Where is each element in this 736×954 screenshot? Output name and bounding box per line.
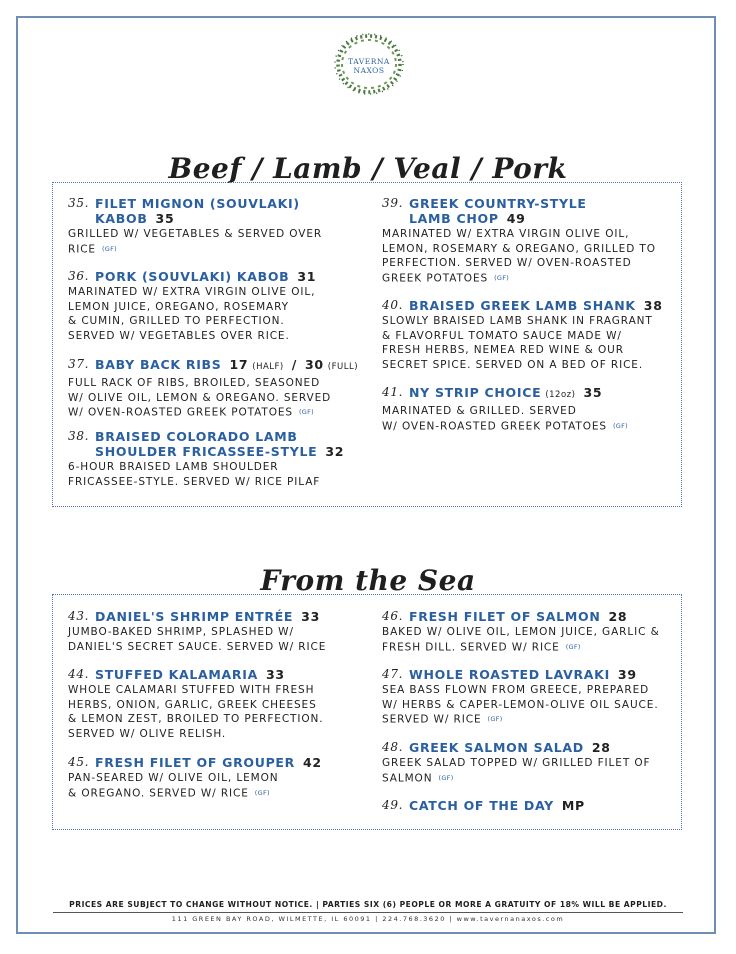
item-price: 35 — [155, 211, 175, 226]
footer-address: 111 GREEN BAY ROAD, WILMETTE, IL 60091 | 224.768.3620 | www.tavernanaxos.com — [171, 915, 565, 923]
item-name: BABY BACK RIBS — [95, 357, 222, 372]
gluten-free-tag: (GF) — [298, 408, 315, 416]
item-name-wrap — [409, 740, 677, 755]
price-separator: / — [291, 357, 297, 372]
menu-item — [382, 798, 677, 813]
footer-notice: PRICES ARE SUBJECT TO CHANGE WITHOUT NOTICE. | PARTIES SIX (6) PEOPLE OR MORE A GRATUITY OF 18% WILL BE APPLIED. — [69, 900, 667, 909]
menu-item — [382, 298, 677, 372]
item-price: 28 — [608, 609, 628, 624]
item-description — [68, 376, 358, 420]
section-title-sea: From the Sea — [260, 564, 476, 597]
item-number: 41. — [382, 385, 404, 399]
item-name-wrap — [95, 755, 358, 770]
menu-item-heading — [68, 667, 358, 682]
description-line: RICE (GF) — [68, 242, 118, 255]
item-name-continued: KABOB — [95, 211, 148, 226]
menu-item — [382, 196, 677, 285]
description-line: & FLAVORFUL TOMATO SAUCE MADE W/ — [382, 329, 622, 342]
logo-text-line2: NAXOS — [353, 66, 385, 75]
description-line: FRICASSEE-STYLE. SERVED W/ RICE PILAF — [68, 475, 321, 488]
item-name-line — [95, 429, 358, 444]
item-description — [68, 227, 358, 256]
item-name: BRAISED GREEK LAMB SHANK — [409, 298, 636, 313]
item-price: 38 — [643, 298, 663, 313]
item-price: 42 — [303, 755, 322, 770]
item-name-line — [409, 385, 677, 403]
description-line: MARINATED W/ EXTRA VIRGIN OLIVE OIL, — [68, 286, 316, 298]
menu-item — [68, 429, 358, 489]
item-name-continued: SHOULDER FRICASSEE-STYLE — [95, 444, 318, 459]
item-price: MP — [561, 798, 585, 813]
description-line: GREEK POTATOES (GF) — [382, 271, 510, 284]
item-name-wrap — [409, 298, 677, 313]
item-number: 43. — [68, 609, 90, 623]
item-price: 49 — [506, 211, 526, 226]
description-line: DANIEL'S SECRET SAUCE. SERVED W/ RICE — [68, 640, 327, 653]
item-name-line — [409, 740, 677, 755]
item-description — [382, 227, 677, 285]
menu-item-heading — [68, 357, 358, 375]
item-description — [382, 683, 677, 727]
item-name: FRESH FILET OF GROUPER — [95, 755, 295, 770]
item-price: 39 — [617, 667, 637, 682]
menu-item-heading — [382, 667, 677, 682]
description-line: JUMBO-BAKED SHRIMP, SPLASHED W/ — [68, 626, 294, 638]
item-name-wrap — [95, 429, 358, 459]
item-name-line — [95, 269, 358, 284]
item-description — [382, 756, 677, 785]
description-line: MARINATED W/ EXTRA VIRGIN OLIVE OIL, — [382, 228, 630, 240]
menu-item — [382, 609, 677, 654]
item-name: WHOLE ROASTED LAVRAKI — [409, 667, 610, 682]
item-name-continued: LAMB CHOP — [409, 211, 499, 226]
section-title-beef: Beef / Lamb / Veal / Pork — [168, 152, 568, 185]
description-line: 6-HOUR BRAISED LAMB SHOULDER — [68, 461, 279, 473]
description-line: W/ OVEN-ROASTED GREEK POTATOES (GF) — [68, 406, 315, 419]
description-line: SERVED W/ OLIVE RELISH. — [68, 727, 227, 740]
item-number: 39. — [382, 196, 404, 210]
item-price-2: 30 — [305, 357, 324, 372]
price-note-2: (FULL) — [327, 362, 359, 372]
description-line: W/ OVEN-ROASTED GREEK POTATOES (GF) — [382, 419, 629, 432]
item-price: 33 — [301, 609, 320, 624]
menu-box-beef — [52, 182, 682, 507]
description-line: SERVED W/ RICE (GF) — [382, 713, 503, 726]
item-name-line — [95, 755, 358, 770]
item-number: 35. — [68, 196, 90, 210]
footer-divider — [53, 912, 683, 913]
item-number: 36. — [68, 269, 90, 283]
item-name-line — [95, 211, 358, 226]
item-name-wrap — [409, 609, 677, 624]
item-number: 48. — [382, 740, 404, 754]
price-note: (12oz) — [545, 390, 576, 400]
menu-item — [68, 755, 358, 800]
description-line: PAN-SEARED W/ OLIVE OIL, LEMON — [68, 772, 279, 784]
item-number: 37. — [68, 357, 90, 371]
item-number: 49. — [382, 798, 404, 812]
item-name-line — [95, 196, 358, 211]
item-name-wrap — [95, 667, 358, 682]
gluten-free-tag: (GF) — [254, 788, 270, 797]
item-name-wrap — [409, 385, 677, 403]
item-name: STUFFED KALAMARIA — [95, 667, 258, 682]
gluten-free-tag: (GF) — [565, 642, 581, 651]
description-line: LEMON JUICE, OREGANO, ROSEMARY — [68, 300, 289, 313]
item-description — [68, 625, 358, 654]
item-name-wrap — [95, 269, 358, 284]
item-name: CATCH OF THE DAY — [409, 798, 554, 813]
menu-item-heading — [68, 196, 358, 226]
item-price: 35 — [583, 385, 603, 400]
item-name-line — [409, 196, 677, 211]
item-name: FRESH FILET OF SALMON — [409, 609, 601, 624]
item-description — [68, 683, 358, 741]
item-name: GREEK COUNTRY-STYLE — [409, 196, 587, 211]
item-price: 28 — [591, 740, 611, 755]
item-description — [382, 404, 677, 433]
item-number: 45. — [68, 755, 90, 769]
item-name-wrap — [409, 798, 677, 813]
description-line: MARINATED & GRILLED. SERVED — [382, 405, 577, 417]
menu-item-heading — [68, 429, 358, 459]
item-description — [382, 625, 677, 654]
item-price: 33 — [266, 667, 285, 682]
price-note: (HALF) — [252, 362, 284, 372]
menu-item — [68, 667, 358, 741]
item-name-wrap — [409, 196, 677, 226]
menu-item-heading — [68, 755, 358, 770]
item-name-line — [95, 609, 358, 624]
description-line: SECRET SPICE. SERVED ON A BED OF RICE. — [382, 358, 644, 371]
item-name: GREEK SALMON SALAD — [409, 740, 584, 755]
description-line: & OREGANO. SERVED W/ RICE (GF) — [68, 786, 270, 799]
item-name-line — [409, 211, 677, 226]
description-line: SALMON (GF) — [382, 771, 454, 784]
item-name-line — [95, 444, 358, 459]
item-name-wrap — [95, 196, 358, 226]
item-name-line — [409, 609, 677, 624]
item-number: 44. — [68, 667, 90, 681]
menu-box-sea — [52, 594, 682, 830]
gluten-free-tag: (GF) — [494, 273, 510, 282]
description-line: SERVED W/ VEGETABLES OVER RICE. — [68, 329, 290, 342]
menu-item — [382, 667, 677, 727]
item-name-line — [95, 357, 358, 375]
menu-item-heading — [382, 196, 677, 226]
item-name-line — [95, 667, 358, 682]
item-name: PORK (SOUVLAKI) KABOB — [95, 269, 290, 284]
menu-item-heading — [382, 298, 677, 313]
description-line: FRESH HERBS, NEMEA RED WINE & OUR — [382, 344, 624, 356]
menu-item — [68, 357, 358, 420]
item-name-line — [409, 798, 677, 813]
description-line: BAKED W/ OLIVE OIL, LEMON JUICE, GARLIC & — [382, 626, 660, 638]
description-line: SEA BASS FLOWN FROM GREECE, PREPARED — [382, 684, 650, 696]
menu-item-heading — [382, 740, 677, 755]
item-name-line — [409, 667, 677, 682]
description-line: GREEK SALAD TOPPED W/ GRILLED FILET OF — [382, 757, 651, 769]
item-price: 17 — [229, 357, 249, 372]
item-name-line — [409, 298, 677, 313]
menu-item-heading — [382, 609, 677, 624]
menu-item-heading — [382, 385, 677, 403]
description-line: FRESH DILL. SERVED W/ RICE (GF) — [382, 640, 581, 653]
menu-item — [382, 740, 677, 785]
description-line: W/ OLIVE OIL, LEMON & OREGANO. SERVED — [68, 391, 332, 404]
menu-item — [68, 269, 358, 343]
item-name-wrap — [409, 667, 677, 682]
item-price: 32 — [325, 444, 345, 459]
item-description — [68, 460, 358, 489]
item-description — [382, 314, 677, 372]
gluten-free-tag: (GF) — [612, 421, 629, 430]
description-line: WHOLE CALAMARI STUFFED WITH FRESH — [68, 684, 315, 696]
item-description — [68, 285, 358, 343]
description-line: FULL RACK OF RIBS, BROILED, SEASONED — [68, 377, 321, 389]
menu-item — [68, 609, 358, 654]
description-line: GRILLED W/ VEGETABLES & SERVED OVER — [68, 228, 323, 240]
description-line: W/ HERBS & CAPER-LEMON-OLIVE OIL SAUCE. — [382, 698, 659, 711]
menu-item — [68, 196, 358, 256]
menu-item — [382, 385, 677, 433]
item-description — [68, 771, 358, 800]
item-name: DANIEL'S SHRIMP ENTRÉE — [95, 609, 294, 624]
description-line: SLOWLY BRAISED LAMB SHANK IN FRAGRANT — [382, 315, 653, 327]
menu-item-heading — [68, 609, 358, 624]
item-number: 46. — [382, 609, 404, 623]
gluten-free-tag: (GF) — [101, 244, 118, 253]
item-name: FILET MIGNON (SOUVLAKI) — [95, 196, 300, 211]
taverna-naxos-logo — [331, 31, 407, 97]
description-line: & LEMON ZEST, BROILED TO PERFECTION. — [68, 713, 324, 725]
item-number: 38. — [68, 429, 90, 443]
description-line: HERBS, ONION, GARLIC, GREEK CHEESES — [68, 698, 317, 711]
item-name-wrap — [95, 357, 358, 375]
description-line: & CUMIN, GRILLED TO PERFECTION. — [68, 315, 285, 327]
item-number: 40. — [382, 298, 404, 312]
gluten-free-tag: (GF) — [438, 773, 454, 782]
item-name: BRAISED COLORADO LAMB — [95, 429, 298, 444]
item-name-wrap — [95, 609, 358, 624]
description-line: PERFECTION. SERVED W/ OVEN-ROASTED — [382, 257, 632, 269]
description-line: LEMON, ROSEMARY & OREGANO, GRILLED TO — [382, 242, 656, 255]
menu-item-heading — [68, 269, 358, 284]
menu-item-heading — [382, 798, 677, 813]
item-price: 31 — [297, 269, 317, 284]
logo-text-line1: TAVERNA — [348, 57, 390, 66]
item-name: NY STRIP CHOICE — [409, 385, 542, 400]
item-number: 47. — [382, 667, 404, 681]
gluten-free-tag: (GF) — [487, 715, 503, 723]
